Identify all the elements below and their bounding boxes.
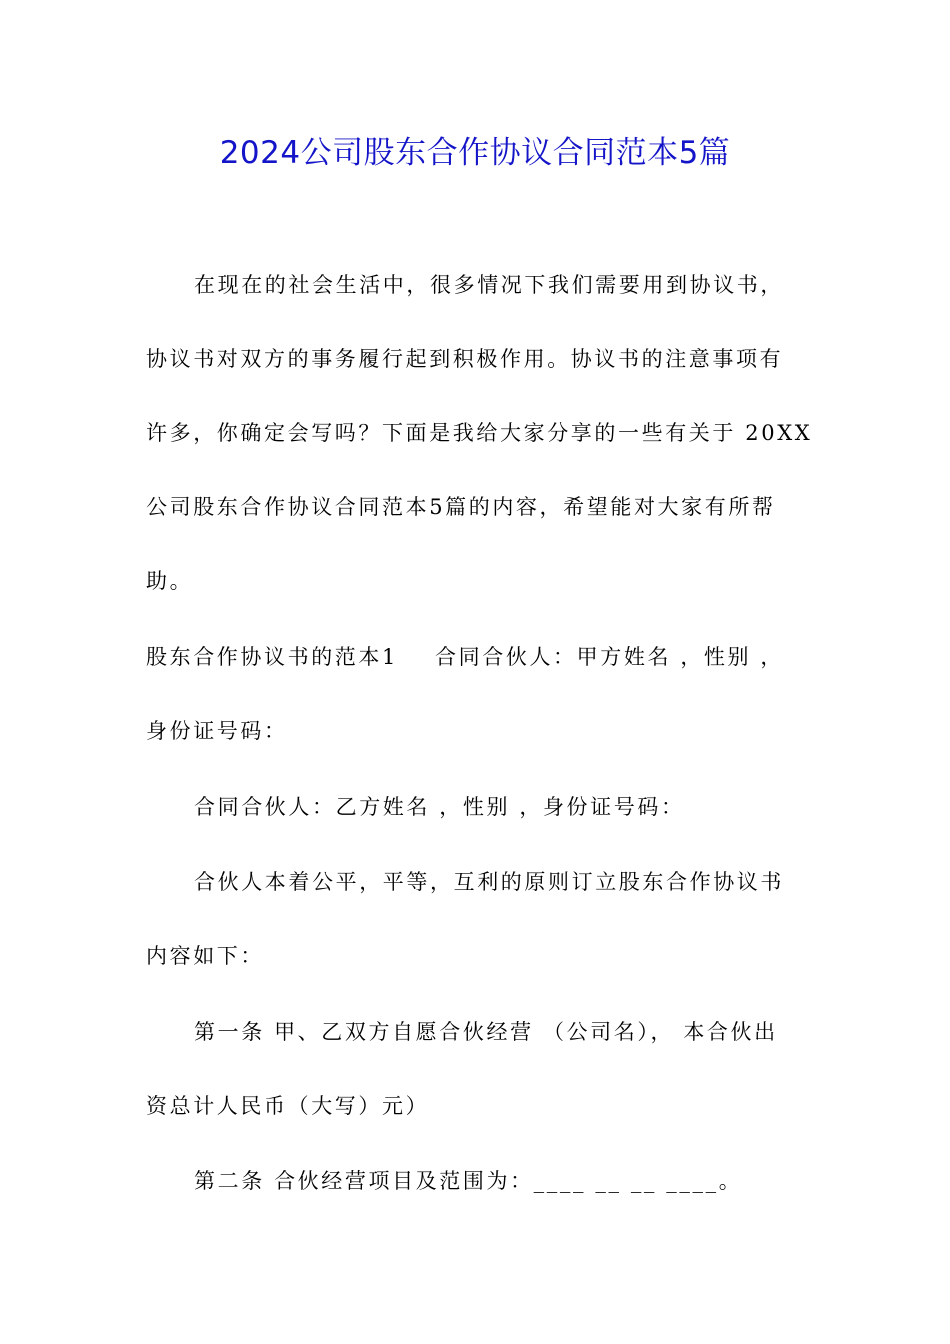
paragraph-line: 许多，你确定会写吗？下面是我给大家分享的一些有关于 20XX	[146, 421, 813, 445]
paragraph-line: 公司股东合作协议合同范本5篇的内容，希望能对大家有所帮	[146, 495, 776, 519]
document-title: 2024公司股东合作协议合同范本5篇	[219, 135, 731, 171]
paragraph-line: 第二条 合伙经营项目及范围为：____ __ __ ____。	[194, 1169, 743, 1193]
paragraph-line: 合同合伙人：乙方姓名 ，性别 ，身份证号码：	[194, 795, 685, 819]
paragraph-line: 第一条 甲、乙双方自愿合伙经营 （公司名）， 本合伙出	[194, 1020, 778, 1044]
paragraph-line: 股东合作协议书的范本1 合同合伙人：甲方姓名 ，性别 ，	[146, 645, 785, 669]
paragraph-line: 在现在的社会生活中，很多情况下我们需要用到协议书，	[194, 273, 784, 297]
paragraph-line: 资总计人民币（大写）元）	[146, 1094, 430, 1118]
paragraph-line: 助。	[146, 569, 194, 593]
paragraph-line: 协议书对双方的事务履行起到积极作用。协议书的注意事项有	[146, 347, 784, 371]
paragraph-line: 合伙人本着公平，平等，互利的原则订立股东合作协议书	[194, 870, 784, 894]
paragraph-line: 身份证号码：	[146, 719, 288, 743]
paragraph-line: 内容如下：	[146, 944, 264, 968]
